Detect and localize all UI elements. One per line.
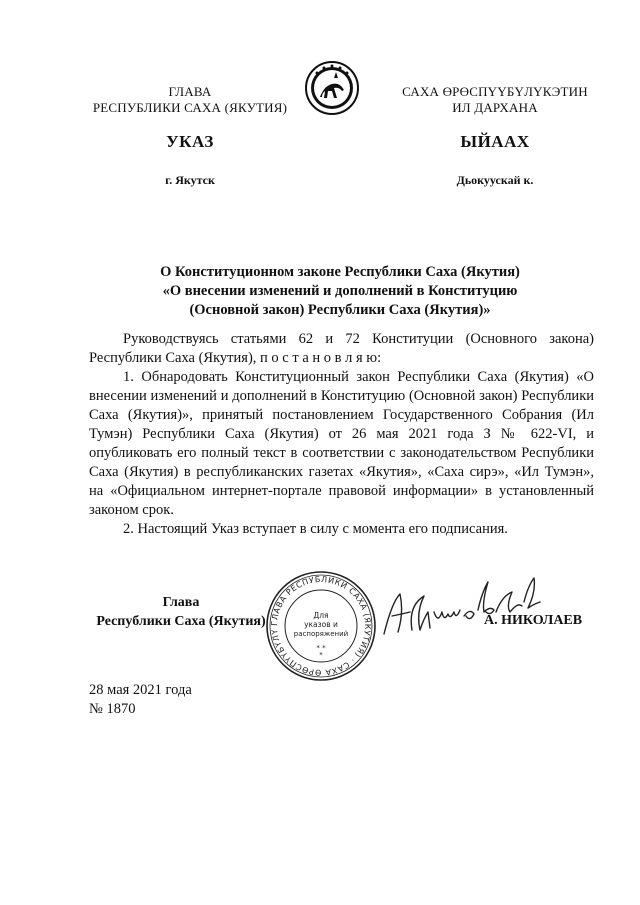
decree-title: [80, 263, 600, 320]
signatory-role: [86, 593, 276, 631]
seal-center-line2: указов и: [304, 620, 338, 629]
decree-body: [89, 330, 594, 539]
doc-type-sakha: ЫЙААХ: [460, 132, 530, 151]
decree-date: 28 мая 2021 года: [89, 682, 192, 698]
official-seal: [265, 570, 377, 682]
svg-text:*: *: [319, 651, 323, 659]
issuer-title-sakha: [380, 84, 610, 116]
handwritten-signature: [378, 572, 548, 642]
title-line2: «О внесении изменений и дополнений в Конституцию: [162, 283, 518, 299]
issuer-sakha-line2: ИЛ ДАРХАНА: [452, 100, 538, 115]
issuer-line1: ГЛАВА: [168, 84, 212, 99]
place-sakha: Дьокуускай к.: [456, 173, 534, 187]
seal-center-line1: Для: [313, 611, 329, 620]
preamble-spaced: п о с т а н о в л я ю: [260, 350, 378, 366]
decree-number: № 1870: [89, 701, 136, 717]
issuer-title-ru: [80, 84, 300, 116]
item-1: 1. Обнародовать Конституционный закон Республики Саха (Якутия) «О внесении изменений и дополнений в Конституцию (Основной закон) Республики Саха (Якутия)», принятый постановлением Государственного Собрания (Ил Тумэн) Республики Саха (Якутия) от 26 мая 2021 года З № 622-VI, и опубликовать его полный текст в соответствии с законодательством Республики Саха (Якутия) в республиканских газетах «Якутия», «Саха сирэ», «Ил Тумэн», на «Официальном интернет-портале правовой информации» в установленный законом срок.: [89, 369, 594, 518]
issuer-line2: РЕСПУБЛИКИ САХА (ЯКУТИЯ): [92, 100, 288, 115]
role-line1: Глава: [162, 595, 200, 610]
title-line1: О Конституционном законе Республики Саха (Якутия): [160, 264, 520, 280]
seal-center-line3: распоряжений: [293, 630, 349, 638]
preamble: [89, 330, 594, 368]
issuer-sakha-line1: САХА ӨРӨСПҮҮБҮЛҮКЭТИН: [402, 84, 588, 99]
item-2: 2. Настоящий Указ вступает в силу с момента его подписания.: [123, 521, 508, 537]
doc-type-ru: УКАЗ: [166, 132, 214, 151]
coat-of-arms-icon: [304, 60, 360, 116]
svg-text:* *: * *: [316, 644, 326, 652]
preamble-end: :: [377, 350, 382, 366]
seal-ring-text: ГЛАВА РЕСПУБЛИКИ САХА (ЯКУТИЯ) · САХА ӨРӨСПҮҮБҮЛҮ: [269, 574, 373, 678]
signatory-name: А. НИКОЛАЕВ: [484, 613, 583, 628]
role-line2: Республики Саха (Якутия): [96, 614, 266, 629]
title-line3: (Основной закон) Республики Саха (Якутия)»: [189, 302, 491, 318]
place-ru: г. Якутск: [165, 173, 215, 187]
preamble-start: Руководствуясь статьями 62 и 72 Конституции (Основного закона) Республики Саха (Якутия),: [89, 331, 594, 366]
